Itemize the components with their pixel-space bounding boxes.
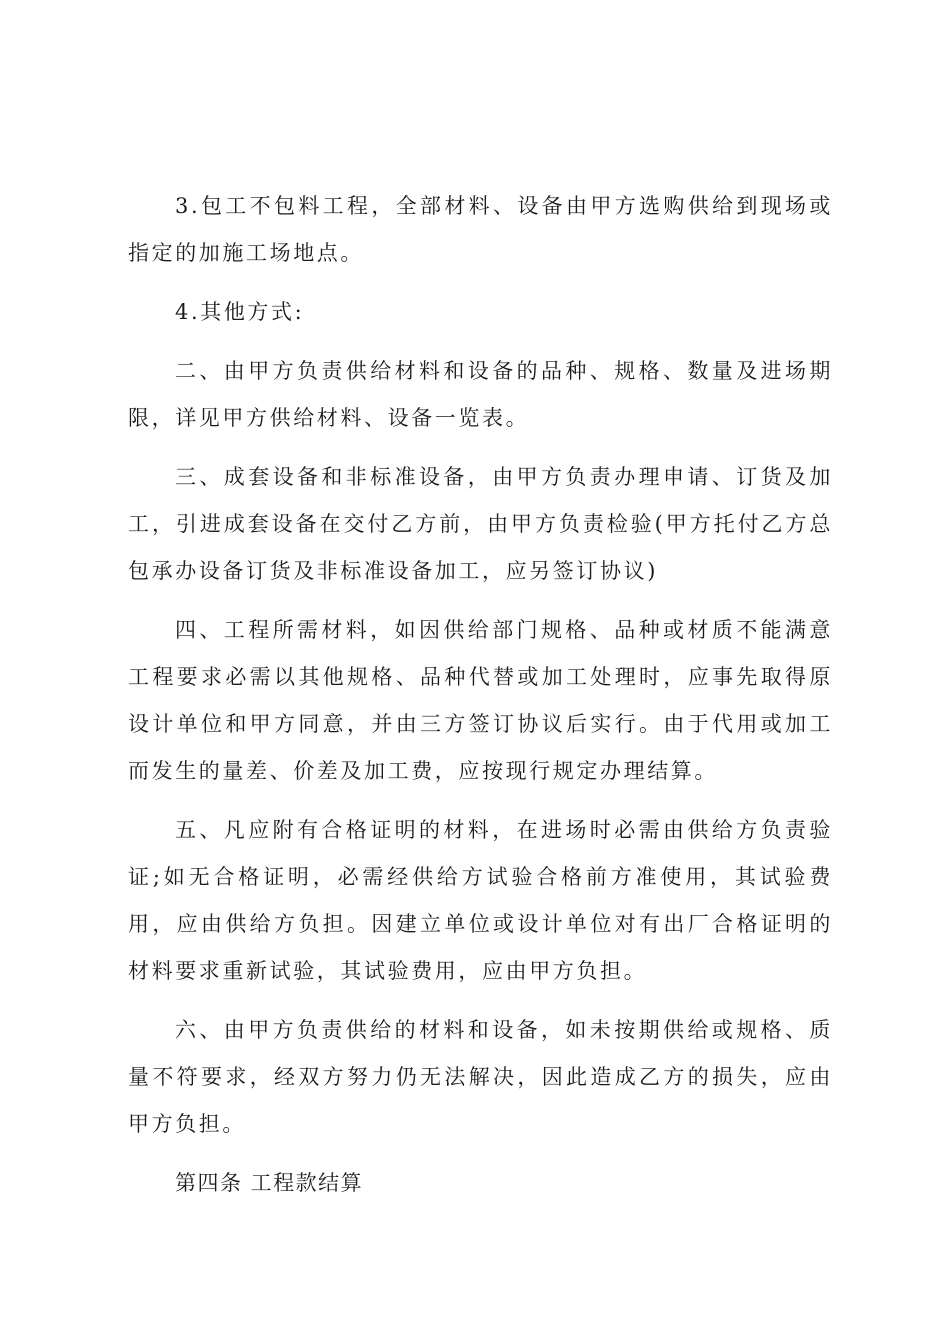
document-page: [128, 183, 833, 1207]
paragraph-clause-3-equipment: 三、成套设备和非标准设备，由甲方负责办理申请、订货及加工，引进成套设备在交付乙方前，由甲方负责检验(甲方托付乙方总包承办设备订货及非标准设备加工，应另签订协议): [128, 465, 833, 583]
paragraph-clause-6-delay-loss: 六、由甲方负责供给的材料和设备，如未按期供给或规格、质量不符要求，经双方努力仍无法解决，因此造成乙方的损失，应由甲方负担。: [128, 1018, 833, 1136]
paragraph-clause-4-substitution: 四、工程所需材料，如因供给部门规格、品种或材质不能满意工程要求必需以其他规格、品种代替或加工处理时，应事先取得原设计单位和甲方同意，并由三方签订协议后实行。由于代用或加工而发生的量差、价差及加工费，应按现行规定办理结算。: [128, 618, 833, 783]
paragraph-clause-5-certification: 五、凡应附有合格证明的材料，在进场时必需由供给方负责验证;如无合格证明，必需经供给方试验合格前方准使用，其试验费用，应由供给方负担。因建立单位或设计单位对有出厂合格证明的材料要求重新试验，其试验费用，应由甲方负担。: [128, 818, 833, 983]
paragraph-item-4-other-methods: 4.其他方式:: [175, 300, 305, 324]
section-heading-article-4: 第四条 工程款结算: [175, 1171, 364, 1195]
paragraph-item-3-contract-method: 3.包工不包料工程，全部材料、设备由甲方选购供给到现场或指定的加施工场地点。: [128, 194, 833, 265]
paragraph-clause-2-material-supply: 二、由甲方负责供给材料和设备的品种、规格、数量及进场期限，详见甲方供给材料、设备一览表。: [128, 359, 833, 430]
